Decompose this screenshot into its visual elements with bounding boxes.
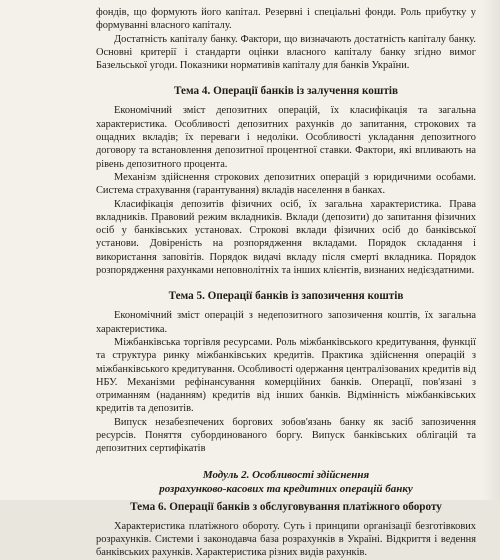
topic-5-paragraph-2: Міжбанківська торгівля ресурсами. Роль міжбанківського кредитування, функції та структура ринку міжбанківських кредитів. Практика здійснення операцій з міжбанківського кредитування. Особливості одержання централізованих кредитів від НБУ. Механізми рефінансування комерційних банків. Операції, пов'язані з отриманням (наданням) кредитів від інших банків. Відмінність міжбанківських кредитів та депозитів.: [96, 336, 476, 415]
intro-paragraph-2: Достатність капіталу банку. Фактори, що визначають достатність капіталу банку. Основні критерії і стандарти оцінки власного капіталу банку згідно вимог Базельської угоди. Показники нормативів капіталу для банків України.: [96, 33, 476, 72]
topic-6-paragraph-1: Характеристика платіжного обороту. Суть і принципи організації безготівкових розрахунків. Системи і законодавча база розрахунків в Україні. Відкриття і ведення банківських рахунків. Характеристика різних видів рахунків.: [96, 520, 476, 559]
module-2-heading: [96, 468, 476, 496]
module-2-line-2: розрахунково-касових та кредитних операцій банку: [159, 482, 413, 495]
topic-4-title: Тема 4. Операції банків із залучення коштів: [174, 85, 398, 98]
topic-5-paragraph-1: Економічний зміст операцій з недепозитного запозичення коштів, їх загальна характеристика.: [96, 310, 476, 335]
intro-paragraph-1: фондів, що формують його капітал. Резервні і спеціальні фонди. Роль прибутку у формуванні власного капіталу.: [96, 7, 476, 32]
topic-4-paragraph-2: Механізм здійснення строкових депозитних операцій з юридичними особами. Система страхування (гарантування) вкладів населення в банках.: [96, 171, 476, 197]
topic-5-paragraph-3: Випуск незабезпечених боргових зобов'язань банку як засіб запозичення ресурсів. Поняття субординованого боргу. Випуск банківських облігацій та депозитних сертифікатів: [96, 416, 476, 455]
topic-6-title: Тема 6. Операції банків з обслуговування платіжного обороту: [130, 500, 442, 513]
topic-5-title: Тема 5. Операції банків із запозичення коштів: [168, 290, 404, 303]
page-edge-shadow: [482, 0, 500, 500]
topic-4-paragraph-3: Класифікація депозитів фізичних осіб, їх загальна характеристика. Права вкладників. Правовий режим вкладників. Вклади (депозити) до запитання фізичних осіб у банківських установах. Строкові вклади фізичних осіб до банківської установи. Довіреність на розпорядження вкладами. Порядок складання і використання заповітів. Порядок видачі вкладу після смерті вкладника. Порядок розпорядження рахунками неповнолітніх та інших клієнтів, визнаних недієздатними.: [96, 198, 476, 277]
page-content: [96, 6, 476, 560]
topic-4-paragraph-1: Економічний зміст депозитних операцій, їх класифікація та загальна характеристика. Особливості депозитних рахунків до запитання, строкових та ощадних вкладів; їх переваги і недоліки. Особливості укладання депозитного договору та встановлення депозитної процентної ставки. Фактори, які впливають на рівень депозитного процента.: [96, 105, 476, 170]
module-2-line-1: Модуль 2. Особливості здійснення: [202, 468, 370, 481]
